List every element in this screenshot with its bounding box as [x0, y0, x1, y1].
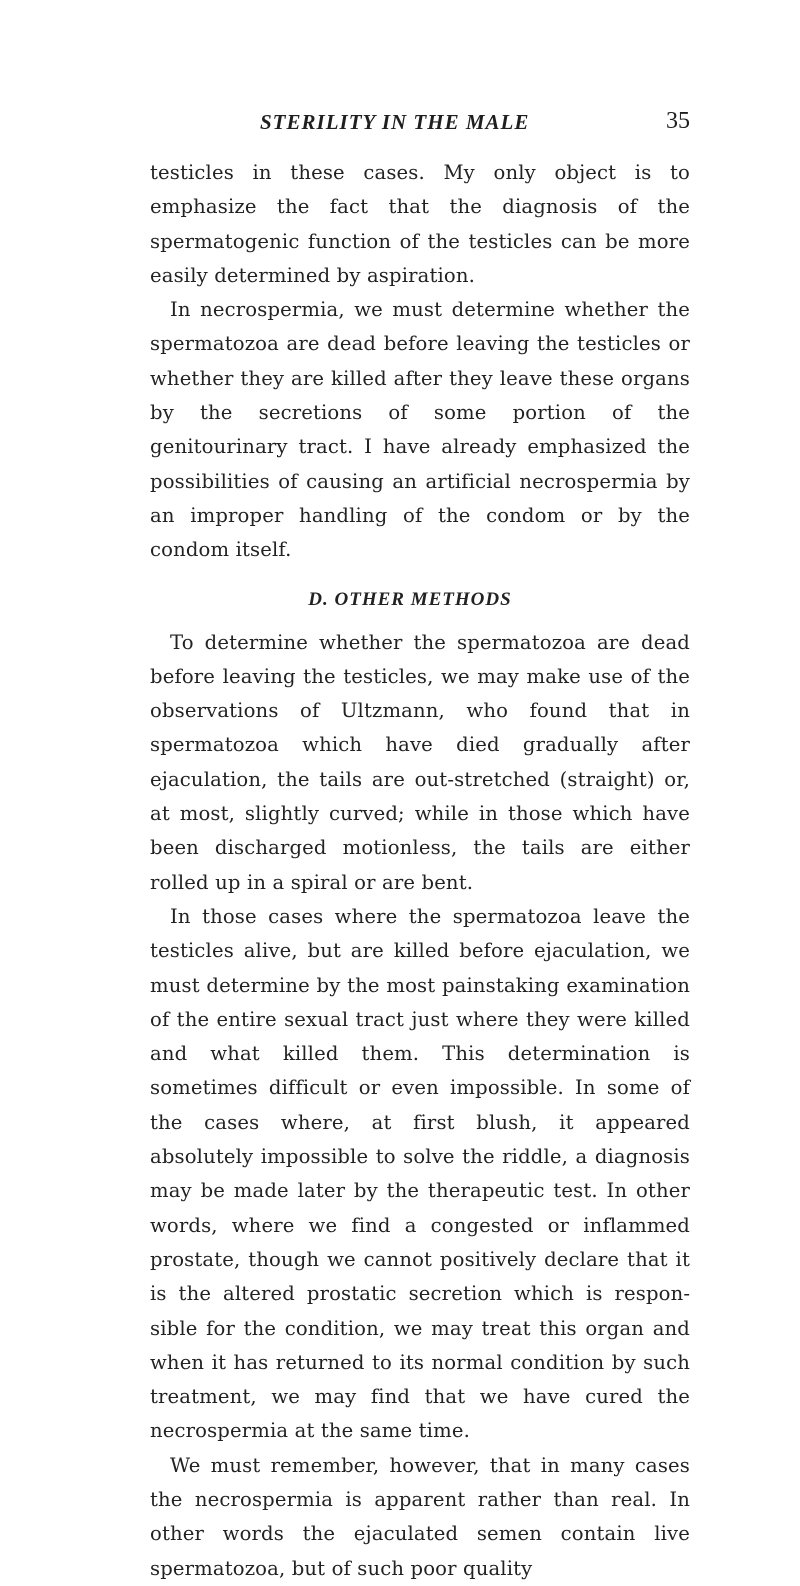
- paragraph: In necrospermia, we must determine whether the spermatozoa are dead before leaving the testicles or whether they are killed after they leave these organs by the secretions of some portion of the genitourinary tract. I have already emphasized the possibilities of causing an artificial necrospermia by an improper handling of the condom or by the condom itself.: [150, 298, 690, 562]
- paragraph: To determine whether the spermatozoa are dead before leaving the testicles, we may make use of the observations of Ultzmann, who found that in spermatozoa which have died gradually after ejaculation, the tails are out-stretched (straight) or, at most, slightly curved; while in those which have been discharged motionless, the tails are either rolled up in a spiral or are bent.: [150, 630, 690, 894]
- section-heading: D. OTHER METHODS: [308, 588, 512, 610]
- page-number: 35: [666, 108, 690, 134]
- paragraph: In those cases where the spermatozoa leave the testicles alive, but are killed before ejaculation, we must determine by the most painstaking examination of the entire sexual tract just where they were killed and what killed them. This determination is sometimes difficult or even impossible. In some of the cases where, at first blush, it appeared absolutely impossible to solve the riddle, a diagnosis may be made later by the therapeutic test. In other words, where we find a congested or inflammed prostate, though we cannot positively declare that it is the altered prostatic secretion which is responsible for the condition, we may treat this organ and when it has returned to its normal condition by such treatment, we may find that we have cured the necrospermia at the same time.: [150, 904, 690, 1443]
- paragraph: We must remember, however, that in many cases the necrospermia is apparent rather than real. In other words the ejaculated semen contain live spermatozoa, but of such poor quality: [150, 1453, 690, 1580]
- body-text: [150, 156, 690, 1586]
- paragraph-continued: testicles in these cases. My only object is to emphasize the fact that the diagnosis of the spermatogenic function of the testicles can be more easily determined by aspiration.: [150, 161, 690, 287]
- running-head-title: STERILITY IN THE MALE: [260, 110, 530, 134]
- running-head: [150, 102, 690, 142]
- book-page: [150, 102, 690, 1586]
